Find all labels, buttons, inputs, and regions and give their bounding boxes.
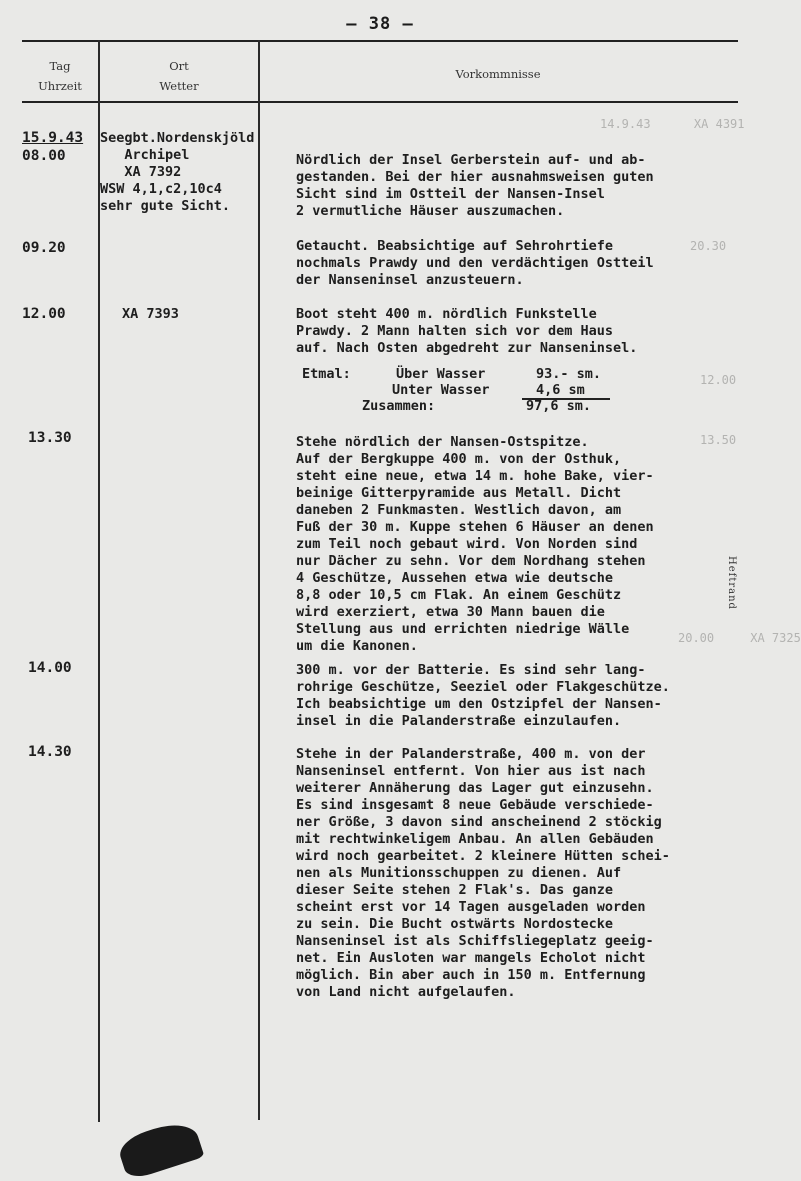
header-time-label: Uhrzeit [38,79,82,93]
entry-date: 15.9.43 [22,130,84,146]
entry-time: 14.30 [28,744,72,760]
etmal-under-water-value: 4,6 sm [536,382,585,398]
column-divider-2 [258,40,260,1120]
etmal-total-label: Zusammen: [362,398,436,414]
entry-event-text: Stehe in der Palanderstraße, 400 m. von der Nanseninsel entfernt. Von hier aus ist nach weiterer Annäherung das Lager gut einzusehn. Es sind insgesamt 8 neue Gebäude verschiede- ner Größe, 3 davon sind anscheinend 2 stöckig mit rechtwinkeligem Anbau. An allen Gebäuden wird noch gearbeitet. 2 kleinere Hütten schei- nen als Munitionsschuppen zu dienen. Auf dieser Seite stehen 2 Flak's. Das ganze scheint erst vor 14 Tagen ausgeladen worden zu sein. Die Bucht ostwärts Nordostecke Nanseninsel ist als Schiffsliegeplatz geeig- net. Ein Ausloten war mangels Echolot nicht möglich. Bin aber auch in 150 m. Entfernung von Land nicht aufgelaufen. [296,746,670,1000]
etmal-under-water-label: Unter Wasser [392,382,490,398]
bleed-through-text: 20.30 [690,239,727,253]
header-weather-label: Wetter [159,79,199,93]
entry-place-weather: XA 7393 [122,306,179,322]
entry-event-text: Boot steht 400 m. nördlich Funkstelle Prawdy. 2 Mann halten sich vor dem Haus auf. Nach Osten abgedreht zur Nanseninsel. [296,306,638,356]
entry-event-text: Nördlich der Insel Gerberstein auf- und ab- gestanden. Bei der hier ausnahmsweisen guten Sicht sind im Ostteil der Nansen-Insel 2 vermutliche Häuser auszumachen. [296,152,654,219]
header-place-weather [100,56,258,96]
entry-time: 08.00 [22,148,66,164]
bleed-through-text: 14.9.43 XA 4391 [600,117,745,131]
entry-event-text: Stehe nördlich der Nansen-Ostspitze. Auf der Bergkuppe 400 m. von der Osthuk, steht eine neue, etwa 14 m. hohe Bake, vier- beinige Gitterpyramide aus Metall. Dicht daneben 2 Funkmasten. Westlich davon, am Fuß der 30 m. Kuppe stehen 6 Häuser an denen zum Teil noch gebaut wird. Von Norden sind nur Dächer zu sehn. Vor dem Nordhang stehen 4 Geschütze, Aussehen etwa wie deutsche 8,8 oder 10,5 cm Flak. An einem Geschütz wird exerziert, etwa 30 Mann bauen die Stellung aus und errichten niedrige Wälle um die Kanonen. [296,434,654,654]
entry-time: 14.00 [28,660,72,676]
etmal-above-water-value: 93.- sm. [536,366,602,382]
etmal-total-value: 97,6 sm. [526,398,592,414]
etmal-label: Etmal: [302,366,351,382]
table-top-rule [22,40,738,42]
bleed-through-text: 12.00 [700,373,737,387]
header-day-label: Tag [49,59,71,73]
header-day-time [22,56,98,96]
header-place-label: Ort [169,59,189,73]
header-events: Vorkommnisse [455,67,541,81]
margin-label: Heftrand [726,556,737,610]
entry-time: 12.00 [22,306,66,322]
scan-shadow [115,1117,204,1181]
etmal-above-water-label: Über Wasser [396,366,486,382]
entry-place-weather: Seegbt.Nordenskjöld Archipel XA 7392 WSW 4,1,c2,10c4 sehr gute Sicht. [100,130,255,214]
header-bottom-rule [22,101,738,103]
page-number: — 38 — [346,14,414,34]
entry-time: 09.20 [22,240,66,256]
entry-time: 13.30 [28,430,72,446]
bleed-through-text: 20.00 XA 7325 [678,631,801,645]
bleed-through-text: 13.50 [700,433,737,447]
entry-event-text: Getaucht. Beabsichtige auf Sehrohrtiefe nochmals Prawdy und den verdächtigen Ostteil der Nanseninsel anzusteuern. [296,238,654,288]
entry-event-text: 300 m. vor der Batterie. Es sind sehr lang- rohrige Geschütze, Seeziel oder Flakgeschütze. Ich beabsichtige um den Ostzipfel der Nansen- insel in die Palanderstraße einzulaufen. [296,662,670,729]
